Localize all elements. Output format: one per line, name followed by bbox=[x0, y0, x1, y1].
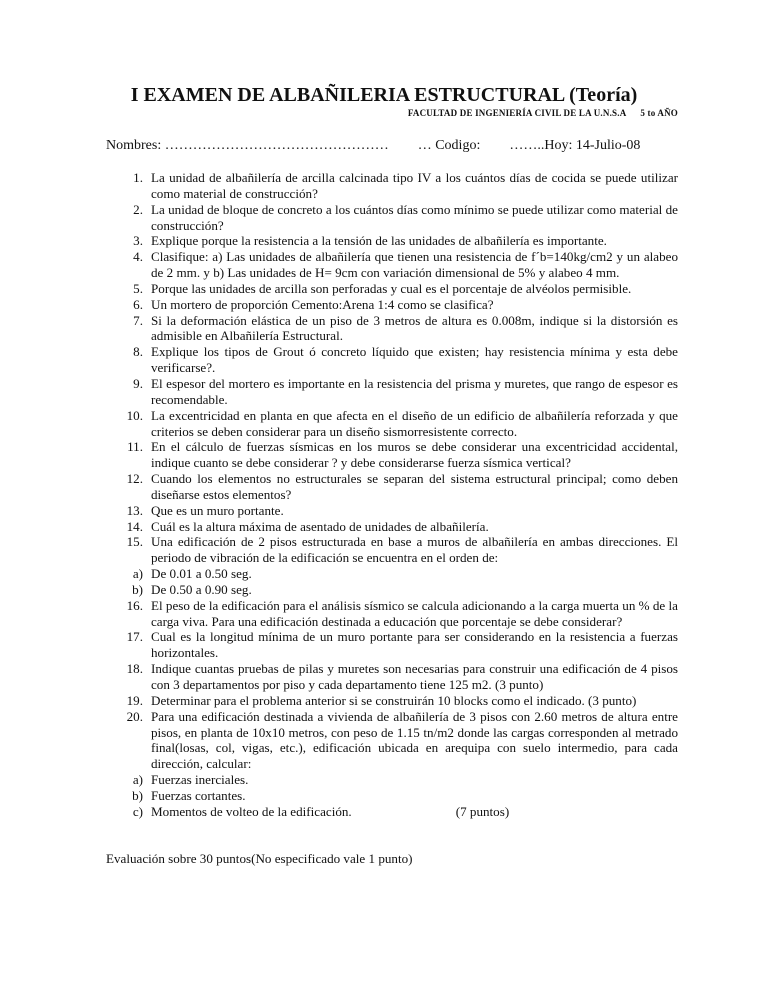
names-field: Nombres: ………………………………………… bbox=[106, 138, 389, 153]
question-number: 12. bbox=[126, 471, 143, 487]
question-body: Determinar para el problema anterior si se construirán 10 blocks como el indicado. (3 punto) bbox=[151, 692, 637, 708]
question-text bbox=[151, 376, 678, 408]
question-text bbox=[151, 566, 678, 582]
question-number: c) bbox=[132, 803, 143, 819]
question-list bbox=[106, 170, 678, 820]
question-item bbox=[106, 202, 678, 234]
question-body: Porque las unidades de arcilla son perforadas y cual es el porcentaje de alvéolos permisible. bbox=[151, 280, 632, 296]
student-info-line bbox=[106, 138, 640, 154]
question-number: a) bbox=[132, 566, 143, 582]
question-body: Explique porque la resistencia a la tensión de las unidades de albañilería es importante. bbox=[151, 233, 607, 249]
question-body: Una edificación de 2 pisos estructurada en base a muros de albañilería en ambas direcciones. El periodo de vibración de la edificación se encuentra en el orden de: bbox=[151, 534, 678, 566]
question-number: 5. bbox=[133, 280, 143, 296]
date-field: ……..Hoy: 14-Julio-08 bbox=[509, 138, 641, 153]
question-item bbox=[106, 344, 678, 376]
question-text bbox=[151, 709, 678, 772]
question-text bbox=[151, 170, 678, 202]
question-item bbox=[106, 804, 678, 820]
question-body: Fuerzas cortantes. bbox=[151, 787, 246, 803]
question-number: 9. bbox=[133, 375, 143, 391]
question-item bbox=[106, 281, 678, 297]
question-item bbox=[106, 297, 678, 313]
question-item bbox=[106, 233, 678, 249]
question-item bbox=[106, 534, 678, 566]
question-text bbox=[151, 534, 678, 566]
question-text bbox=[151, 788, 678, 804]
question-body: Indique cuantas pruebas de pilas y muretes son necesarias para construir una edificación de 4 pisos con 3 departamentos por piso y cada departamento tiene 125 m2. (3 punto) bbox=[151, 661, 678, 692]
question-item bbox=[106, 693, 678, 709]
subtitle bbox=[408, 108, 678, 118]
question-number: 11. bbox=[127, 439, 143, 455]
question-text bbox=[151, 249, 678, 281]
question-text bbox=[151, 519, 678, 535]
question-item bbox=[106, 249, 678, 281]
question-body: La unidad de albañilería de arcilla calcinada tipo IV a los cuántos días de cocida se puede utilizar como material de construcción? bbox=[151, 170, 678, 201]
question-number: 16. bbox=[126, 597, 143, 613]
question-text bbox=[151, 772, 678, 788]
question-item bbox=[106, 519, 678, 535]
question-item bbox=[106, 566, 678, 582]
question-item bbox=[106, 582, 678, 598]
question-body: Fuerzas inerciales. bbox=[151, 772, 249, 788]
question-item bbox=[106, 503, 678, 519]
question-text bbox=[151, 281, 678, 297]
question-text bbox=[151, 344, 678, 376]
faculty-name: FACULTAD DE INGENIERÍA CIVIL DE LA U.N.S.A bbox=[407, 108, 627, 118]
question-body: En el cálculo de fuerzas sísmicas en los muros se debe considerar una excentricidad accidental, indique cuanto se debe considerar ? y debe considerarse fuerza sísmica vertical? bbox=[151, 439, 678, 471]
question-item bbox=[106, 661, 678, 693]
question-body: Que es un muro portante. bbox=[151, 502, 284, 518]
question-body: Para una edificación destinada a vivienda de albañilería de 3 pisos con 2.60 metros de altura entre pisos, en planta de 10x10 metros, con peso de 1.15 tn/m2 donde las cargas corresponden al metrado final(losas, col, vigas, etc.), edificación ubicada en arequipa con suelo intermedio, para cada dirección, calcular: bbox=[151, 708, 678, 772]
question-body: Si la deformación elástica de un piso de 3 metros de altura es 0.008m, indique si la distorsión es admisible en Albañilería Estructural. bbox=[151, 312, 678, 344]
question-number: b) bbox=[132, 581, 143, 597]
question-text bbox=[151, 804, 678, 820]
question-number: a) bbox=[132, 772, 143, 788]
question-number: 1. bbox=[133, 170, 143, 185]
question-text bbox=[151, 202, 678, 234]
evaluation-note: Evaluación sobre 30 puntos(No especificado vale 1 punto) bbox=[106, 851, 413, 866]
question-body: Cuando los elementos no estructurales se separan del sistema estructural principal; como deben diseñarse estos elementos? bbox=[151, 471, 678, 502]
question-body: De 0.01 a 0.50 seg. bbox=[151, 566, 252, 582]
question-number: 20. bbox=[126, 708, 143, 724]
question-number: 6. bbox=[133, 296, 143, 312]
question-item bbox=[106, 408, 678, 440]
question-body: El espesor del mortero es importante en la resistencia del prisma y muretes, que rango de espesor es recomendable. bbox=[151, 375, 678, 407]
question-number: 7. bbox=[133, 312, 143, 328]
question-text bbox=[151, 408, 678, 440]
question-body: Clasifique: a) Las unidades de albañilería que tienen una resistencia de f´b=140kg/cm2 y un alabeo de 2 mm. y b) Las unidades de H= 9cm con variación dimensional de 5% y alabeo 4 mm. bbox=[151, 249, 678, 281]
question-item bbox=[106, 170, 678, 202]
question-body: Momentos de volteo de la edificación. bbox=[151, 803, 352, 819]
question-number: 14. bbox=[126, 518, 143, 534]
question-body: De 0.50 a 0.90 seg. bbox=[151, 581, 252, 597]
question-number: 2. bbox=[133, 201, 143, 217]
question-number: 15. bbox=[126, 534, 143, 550]
question-item bbox=[106, 313, 678, 345]
question-item bbox=[106, 709, 678, 772]
question-number: 13. bbox=[126, 502, 143, 518]
question-body: La excentricidad en planta en que afecta en el diseño de un edificio de albañilería reforzada y que criterios se deben considerar para un diseño sismorresistente correcto. bbox=[151, 407, 678, 439]
question-points: (7 puntos) bbox=[455, 803, 510, 819]
question-number: 10. bbox=[126, 407, 143, 423]
question-body: Cuál es la altura máxima de asentado de unidades de albañilería. bbox=[151, 518, 489, 534]
question-number: 3. bbox=[133, 233, 143, 249]
question-text bbox=[151, 503, 678, 519]
question-number: 19. bbox=[126, 692, 143, 708]
question-text bbox=[151, 471, 678, 503]
question-item bbox=[106, 439, 678, 471]
question-text bbox=[151, 598, 678, 630]
exam-title: I EXAMEN DE ALBAÑILERIA ESTRUCTURAL (Teoría) bbox=[130, 84, 638, 106]
question-text bbox=[151, 233, 678, 249]
question-number: 18. bbox=[126, 661, 143, 677]
question-item bbox=[106, 772, 678, 788]
question-item bbox=[106, 598, 678, 630]
question-item bbox=[106, 788, 678, 804]
question-body: Un mortero de proporción Cemento:Arena 1:4 como se clasifica? bbox=[151, 296, 494, 312]
question-body: Explique los tipos de Grout ó concreto líquido que existen; hay resistencia mínima y esta debe verificarse?. bbox=[151, 344, 678, 376]
question-body: La unidad de bloque de concreto a los cuántos días como mínimo se puede utilizar como material de construcción? bbox=[151, 201, 678, 233]
question-text bbox=[151, 693, 678, 709]
question-number: b) bbox=[132, 787, 143, 803]
question-item bbox=[106, 629, 678, 661]
question-item bbox=[106, 471, 678, 503]
question-text bbox=[151, 297, 678, 313]
question-text bbox=[151, 439, 678, 471]
question-text bbox=[151, 629, 678, 661]
question-body: El peso de la edificación para el análisis sísmico se calcula adicionando a la carga muerta un % de la carga viva. Para una edificación destinada a educación que porcentaje se debe considerar? bbox=[151, 597, 678, 629]
question-number: 8. bbox=[133, 344, 143, 360]
code-field: … Codigo: bbox=[417, 138, 481, 153]
question-text bbox=[151, 313, 678, 345]
question-text bbox=[151, 582, 678, 598]
question-number: 4. bbox=[133, 249, 143, 265]
question-item bbox=[106, 376, 678, 408]
question-body: Cual es la longitud mínima de un muro portante para ser considerando en la resistencia a fuerzas horizontales. bbox=[151, 629, 678, 661]
course-year: 5 to AÑO bbox=[640, 108, 678, 118]
question-number: 17. bbox=[126, 629, 143, 645]
question-text bbox=[151, 661, 678, 693]
